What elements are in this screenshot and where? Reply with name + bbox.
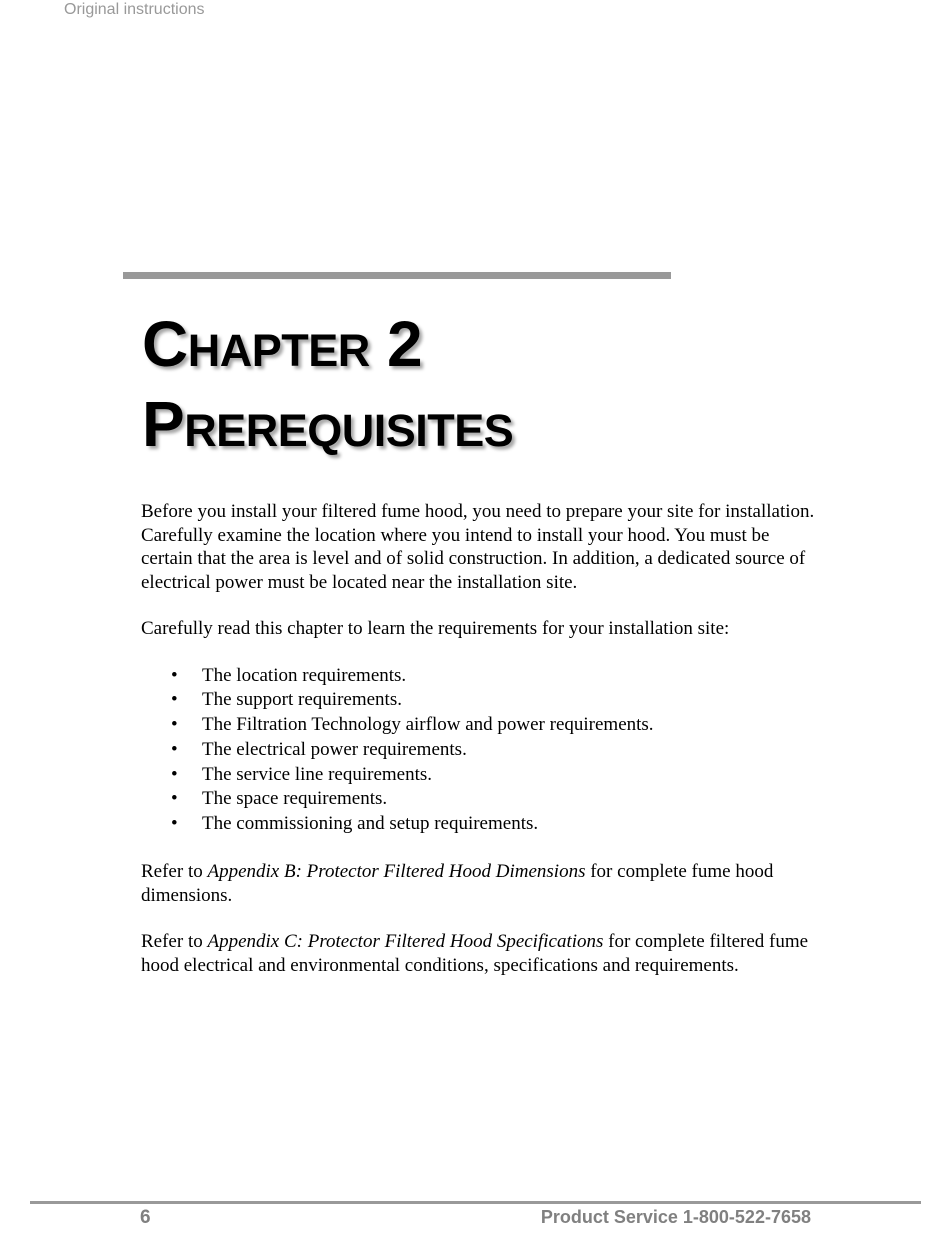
chapter-label: Chapter 2 — [142, 308, 423, 380]
bullet-icon: • — [171, 689, 178, 711]
instruction-paragraph: Carefully read this chapter to learn the requirements for your installation site: — [141, 618, 730, 639]
list-item: • The location requirements. — [141, 664, 821, 689]
appendix-c-reference: Refer to Appendix C: Protector Filtered Hood Specifications for complete filtered fume hood electrical and environmental conditions, specifications and requirements. — [141, 931, 809, 976]
intro-paragraph: Before you install your filtered fume hood, you need to prepare your site for installation. Carefully examine the location where you intend to install your hood. You must be certain that the area is level and of solid construction. In addition, a dedicated source of electrical power must be located near the installation site. — [141, 501, 815, 593]
list-item: • The electrical power requirements. — [141, 738, 821, 763]
appendix-b-title: Appendix B: Protector Filtered Hood Dimensions — [207, 861, 586, 883]
bullet-icon: • — [171, 788, 178, 810]
page-number: 6 — [140, 1207, 151, 1228]
requirements-list — [141, 664, 821, 838]
bullet-icon: • — [171, 714, 178, 736]
bullet-icon: • — [171, 664, 178, 686]
chapter-title: Prerequisites — [142, 388, 514, 460]
bullet-icon: • — [171, 738, 178, 760]
chapter-heading — [142, 304, 513, 464]
header-note: Original instructions — [64, 1, 205, 18]
bullet-icon: • — [171, 813, 178, 835]
chapter-divider — [123, 272, 671, 279]
list-item: • The commissioning and setup requirements. — [141, 812, 821, 837]
list-item: • The support requirements. — [141, 688, 821, 713]
list-item: • The service line requirements. — [141, 763, 821, 788]
footer-divider — [30, 1201, 921, 1204]
appendix-b-reference: Refer to Appendix B: Protector Filtered Hood Dimensions for complete fume hood dimensions. — [141, 861, 774, 906]
chapter-body — [141, 500, 821, 1000]
appendix-c-title: Appendix C: Protector Filtered Hood Specifications — [207, 931, 604, 953]
list-item: • The Filtration Technology airflow and power requirements. — [141, 713, 821, 738]
list-item: • The space requirements. — [141, 787, 821, 812]
footer-service-line: Product Service 1-800-522-7658 — [540, 1207, 811, 1227]
bullet-icon: • — [171, 763, 178, 785]
